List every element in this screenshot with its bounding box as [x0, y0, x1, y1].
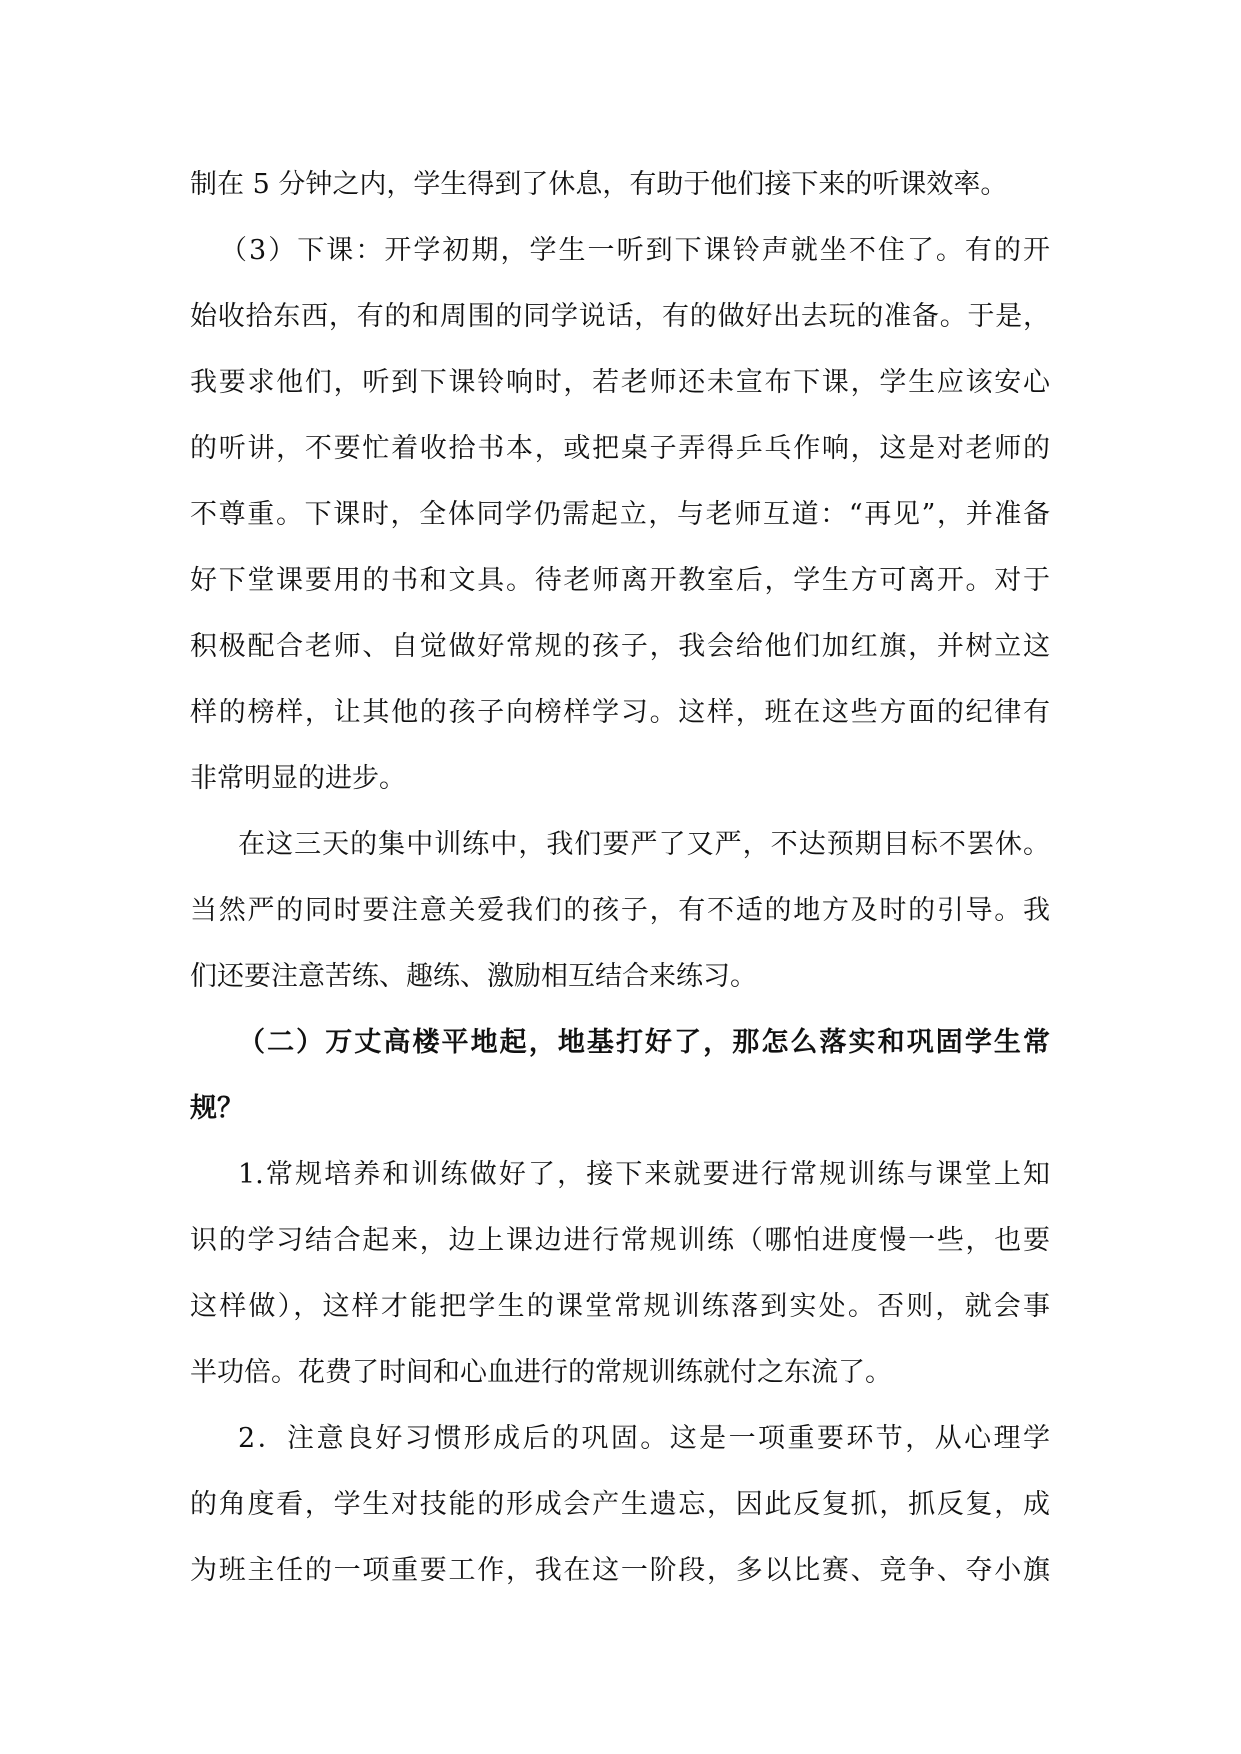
paragraph-line: 2．注意良好习惯形成后的巩固。这是一项重要环节，从心理学 — [238, 1423, 1050, 1454]
paragraph-line: 的听讲，不要忙着收拾书本，或把桌子弄得乒乓作响，这是对老师的 — [190, 433, 1050, 464]
paragraph-line: （3）下课：开学初期，学生一听到下课铃声就坐不住了。有的开 — [220, 235, 1050, 266]
paragraph-line: 我要求他们，听到下课铃响时，若老师还未宣布下课，学生应该安心 — [190, 367, 1050, 398]
paragraph-line: 样的榜样，让其他的孩子向榜样学习。这样，班在这些方面的纪律有 — [190, 697, 1050, 728]
paragraph-line: 这样做），这样才能把学生的课堂常规训练落到实处。否则，就会事 — [190, 1291, 1050, 1322]
paragraph-line: 们还要注意苦练、趣练、激励相互结合来练习。 — [190, 961, 757, 992]
paragraph-line: 当然严的同时要注意关爱我们的孩子，有不适的地方及时的引导。我 — [190, 895, 1050, 926]
body-text — [190, 152, 1050, 1604]
paragraph-line: 始收拾东西，有的和周围的同学说话，有的做好出去玩的准备。于是， — [190, 301, 1050, 332]
section-heading-line: （二）万丈高楼平地起，地基打好了，那怎么落实和巩固学生常 — [238, 1027, 1050, 1058]
paragraph-line: 的角度看，学生对技能的形成会产生遗忘，因此反复抓，抓反复，成 — [190, 1489, 1050, 1520]
paragraph-line: 积极配合老师、自觉做好常规的孩子，我会给他们加红旗，并树立这 — [190, 631, 1050, 662]
paragraph-line: 非常明显的进步。 — [190, 763, 406, 794]
section-heading-line: 规？ — [190, 1093, 244, 1124]
paragraph-line: 不尊重。下课时，全体同学仍需起立，与老师互道：“再见”，并准备 — [190, 499, 1050, 530]
paragraph-line: 半功倍。花费了时间和心血进行的常规训练就付之东流了。 — [190, 1357, 892, 1388]
paragraph-line: 制在 5 分钟之内，学生得到了休息，有助于他们接下来的听课效率。 — [190, 169, 1008, 200]
paragraph-line: 为班主任的一项重要工作，我在这一阶段，多以比赛、竞争、夺小旗 — [190, 1555, 1050, 1586]
paragraph-line: 识的学习结合起来，边上课边进行常规训练（哪怕进度慢一些，也要 — [190, 1225, 1050, 1256]
paragraph-line: 好下堂课要用的书和文具。待老师离开教室后，学生方可离开。对于 — [190, 565, 1050, 596]
paragraph-line: 在这三天的集中训练中，我们要严了又严，不达预期目标不罢休。 — [238, 829, 1050, 860]
paragraph-line: 1.常规培养和训练做好了，接下来就要进行常规训练与课堂上知 — [238, 1159, 1050, 1190]
